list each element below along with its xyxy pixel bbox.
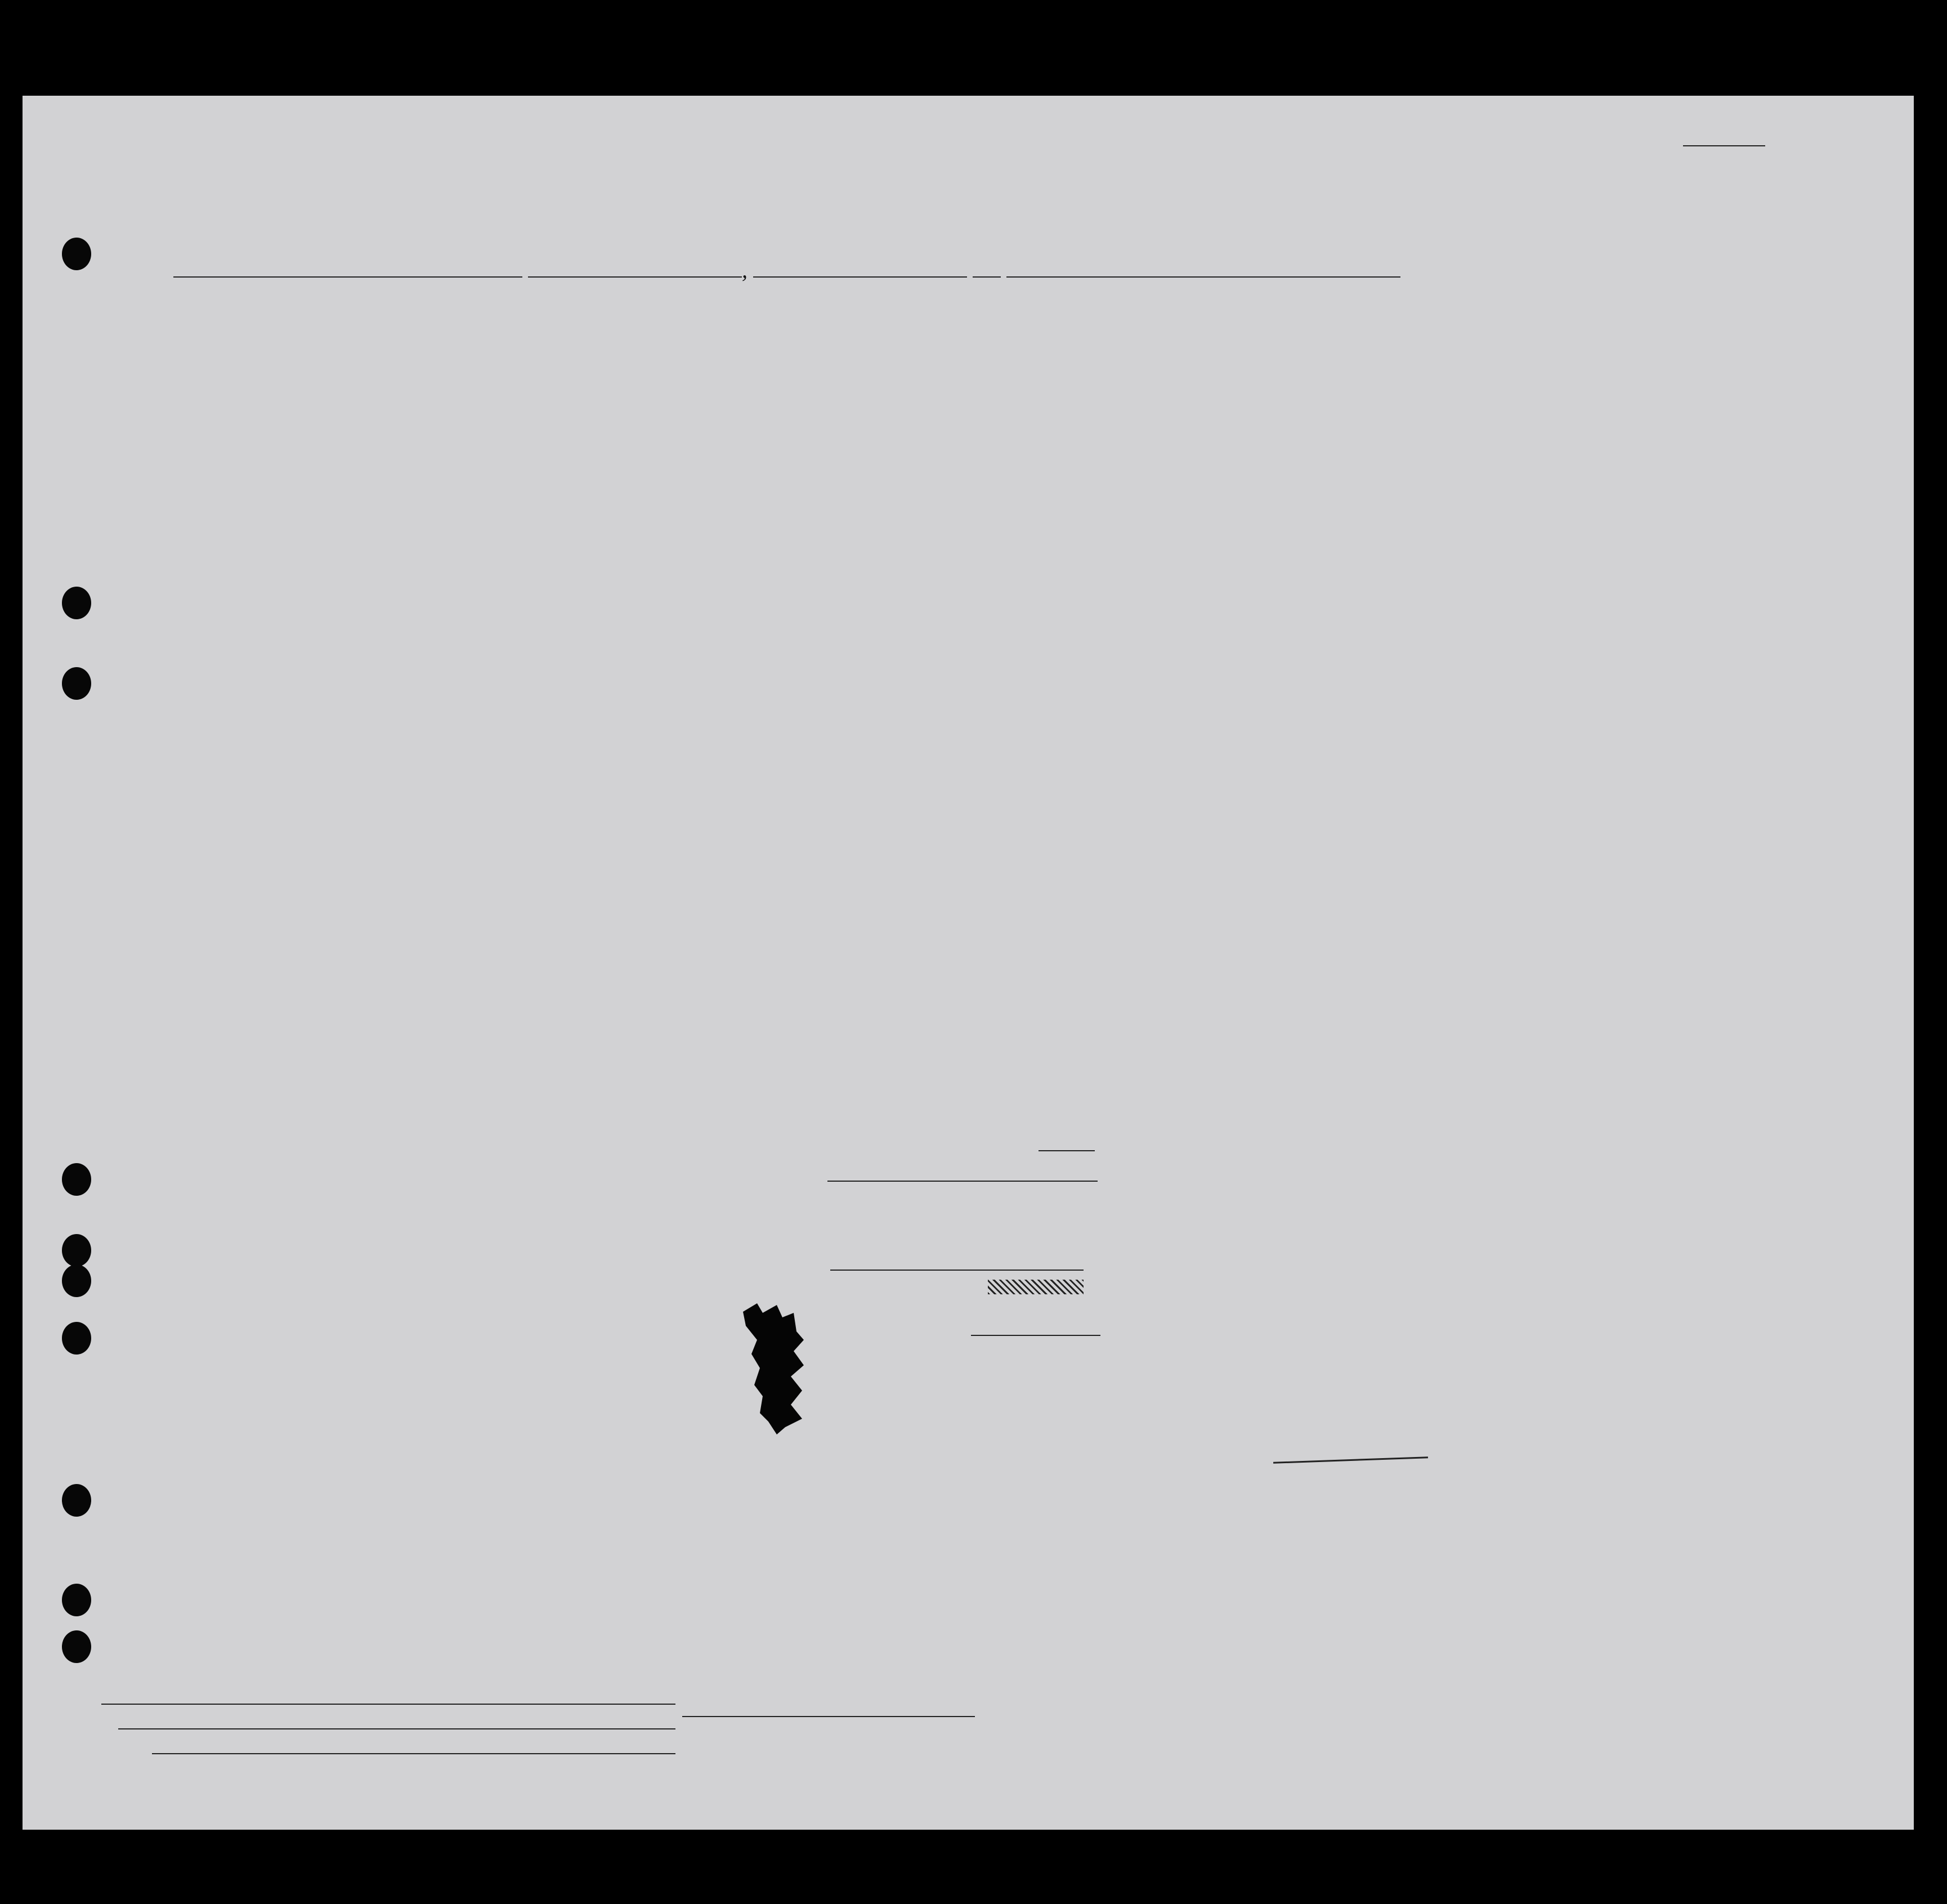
consular-stamp xyxy=(808,1134,1314,1450)
punch-hole xyxy=(62,1264,91,1297)
punch-hole xyxy=(62,1163,91,1196)
punch-hole xyxy=(62,1584,91,1616)
vessel-name xyxy=(173,276,522,278)
ruled-grid xyxy=(23,96,1914,1830)
punch-hole xyxy=(62,587,91,619)
struck-out-name xyxy=(988,1280,1084,1294)
punch-hole xyxy=(62,1630,91,1663)
punch-hole xyxy=(62,667,91,700)
vessel-line: , xyxy=(173,257,1400,283)
punch-hole xyxy=(62,1484,91,1517)
sheet-value xyxy=(1683,145,1765,146)
tear-mark xyxy=(737,1300,811,1436)
punch-hole xyxy=(62,238,91,270)
punch-hole xyxy=(62,1322,91,1355)
sheet-number xyxy=(1683,135,1765,150)
punch-hole xyxy=(62,1234,91,1267)
manifest-sheet xyxy=(23,96,1914,1830)
